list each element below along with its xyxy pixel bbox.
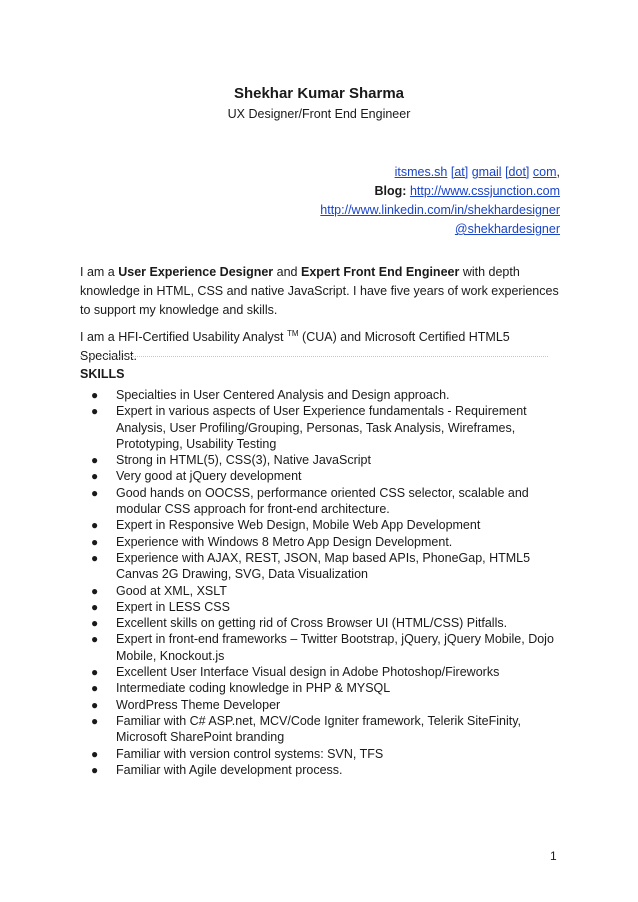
bullet-icon: ● <box>91 534 99 549</box>
skills-list <box>80 387 564 778</box>
skill-text: Expert in LESS CSS <box>116 599 230 614</box>
cert-text: (CUA) and Microsoft Certified HTML5 Specialist. <box>80 330 510 363</box>
skill-item <box>80 468 564 484</box>
cert-text: I am a HFI-Certified Usability Analyst <box>80 330 288 344</box>
blog-label: Blog: <box>374 184 407 198</box>
email-line <box>320 163 560 182</box>
skill-text: Good hands on OOCSS, performance oriented CSS selector, scalable and modular CSS approach for front-end architecture. <box>116 485 529 517</box>
skill-item <box>80 746 564 762</box>
intro-role-frontend: Expert Front End Engineer <box>300 265 460 279</box>
bullet-icon: ● <box>91 746 99 761</box>
email-tld-link[interactable]: com <box>532 165 557 179</box>
page-number: 1 <box>550 849 557 863</box>
intro-text: I am a <box>80 265 119 279</box>
bullet-icon: ● <box>91 388 99 402</box>
skill-text: Expert in Responsive Web Design, Mobile Web App Development <box>116 518 481 533</box>
skill-text: WordPress Theme Developer <box>116 697 281 712</box>
candidate-name: Shekhar Kumar Sharma <box>233 85 405 102</box>
skill-text: Strong in HTML(5), CSS(3), Native JavaScript <box>116 453 371 468</box>
candidate-title: UX Designer/Front End Engineer <box>227 107 411 121</box>
blog-link[interactable]: http://www.cssjunction.com <box>409 184 560 198</box>
bullet-icon: ● <box>91 485 99 500</box>
skill-text: Excellent skills on getting rid of Cross Browser UI (HTML/CSS) Pitfalls. <box>116 616 508 631</box>
skill-item <box>80 680 564 696</box>
skill-item <box>80 485 564 518</box>
skill-item <box>80 452 564 468</box>
email-domain-link[interactable]: gmail <box>471 165 502 179</box>
skill-item <box>80 762 564 778</box>
skills-heading: SKILLS <box>80 367 125 381</box>
bullet-icon: ● <box>91 583 99 598</box>
email-at-link[interactable]: [at] <box>450 165 469 179</box>
intro-role-ux: User Experience Designer <box>118 265 274 279</box>
skill-item <box>80 664 564 680</box>
bullet-icon: ● <box>91 518 99 533</box>
email-dot-link[interactable]: [dot] <box>505 165 530 179</box>
twitter-link[interactable]: @shekhardesigner <box>454 222 560 236</box>
skill-text: Good at XML, XSLT <box>116 583 227 598</box>
skill-item <box>80 387 564 403</box>
skill-text: Familiar with version control systems: SVN, TFS <box>116 746 384 761</box>
skill-text: Familiar with Agile development process. <box>116 762 343 777</box>
skill-item <box>80 550 564 583</box>
email-tail: , <box>556 165 560 179</box>
bullet-icon: ● <box>91 697 99 712</box>
skill-item <box>80 403 564 452</box>
skill-item <box>80 615 564 631</box>
skill-text: Familiar with C# ASP.net, MCV/Code Igniter framework, Telerik SiteFinity, Microsoft SharePoint branding <box>116 713 522 745</box>
linkedin-link[interactable]: http://www.linkedin.com/in/shekhardesigner <box>320 203 560 217</box>
twitter-line <box>320 220 560 239</box>
skill-text: Excellent User Interface Visual design in Adobe Photoshop/Fireworks <box>116 665 500 680</box>
skill-item <box>80 697 564 713</box>
skill-text: Experience with Windows 8 Metro App Design Development. <box>116 534 453 549</box>
section-divider <box>80 356 548 357</box>
bullet-icon: ● <box>91 632 99 647</box>
skill-text: Specialties in User Centered Analysis and Design approach. <box>116 388 450 402</box>
skill-text: Expert in various aspects of User Experience fundamentals - Requirement Analysis, User Profiling/Grouping, Personas, Task Analysis, Wireframes, Prototyping, Usability Testing <box>116 404 527 451</box>
intro-text: with depth knowledge in HTML, CSS and native JavaScript. I have five years of work experiences to support my knowledge and skills. <box>80 265 559 317</box>
skill-item <box>80 534 564 550</box>
linkedin-line <box>320 201 560 220</box>
bullet-icon: ● <box>91 616 99 631</box>
skill-item <box>80 599 564 615</box>
skill-item <box>80 517 564 533</box>
skill-item <box>80 631 564 664</box>
skill-text: Intermediate coding knowledge in PHP & MYSQL <box>116 681 391 696</box>
intro-text: and <box>273 265 301 279</box>
bullet-icon: ● <box>91 404 99 419</box>
skill-item <box>80 713 564 746</box>
contact-block <box>320 163 560 239</box>
blog-line <box>320 182 560 201</box>
skill-text: Expert in front-end frameworks – Twitter Bootstrap, jQuery, jQuery Mobile, Dojo Mobile, Knockout.js <box>116 632 554 663</box>
skill-item <box>80 583 564 599</box>
bullet-icon: ● <box>91 681 99 696</box>
skill-text: Very good at jQuery development <box>116 469 302 484</box>
certification-paragraph <box>80 324 560 366</box>
skill-text: Experience with AJAX, REST, JSON, Map based APIs, PhoneGap, HTML5 Canvas 2G Drawing, SVG, Data Visualization <box>116 550 531 582</box>
bullet-icon: ● <box>91 713 99 728</box>
trademark-mark: TM <box>287 329 299 338</box>
bullet-icon: ● <box>91 665 99 680</box>
bullet-icon: ● <box>91 762 99 777</box>
bullet-icon: ● <box>91 599 99 614</box>
bullet-icon: ● <box>91 453 99 468</box>
email-user-link[interactable]: itsmes.sh <box>394 165 448 179</box>
bullet-icon: ● <box>91 469 99 484</box>
intro-paragraph <box>80 263 560 320</box>
bullet-icon: ● <box>91 550 99 565</box>
